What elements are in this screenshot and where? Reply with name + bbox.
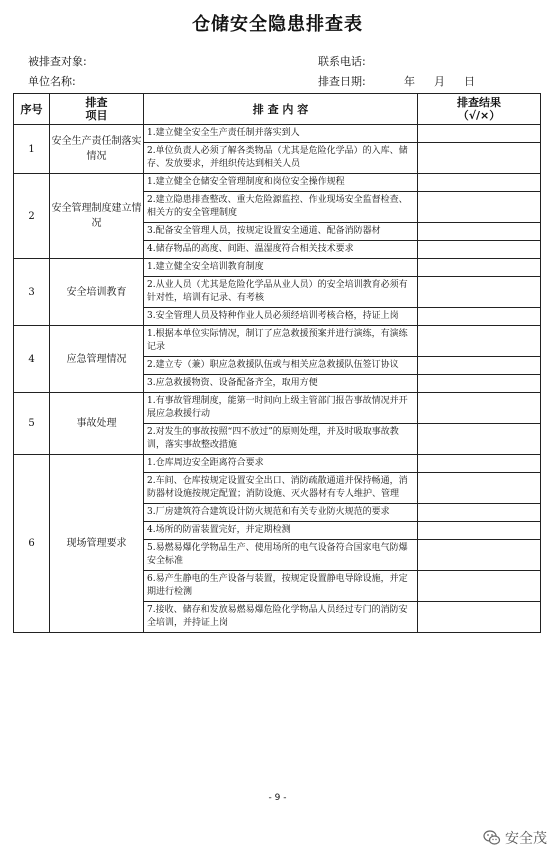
result-cell[interactable]	[418, 241, 540, 258]
table-row	[144, 602, 540, 632]
table-row	[144, 241, 540, 258]
item-text: 4.储存物品的高度、间距、温湿度符合相关技术要求	[144, 241, 418, 258]
table-header-row	[14, 94, 541, 125]
section-items	[144, 393, 541, 455]
result-cell[interactable]	[418, 308, 540, 325]
table-row	[144, 223, 540, 241]
result-cell[interactable]	[418, 357, 540, 374]
result-cell[interactable]	[418, 602, 540, 632]
table-row	[144, 522, 540, 540]
date-year: 年	[404, 75, 415, 88]
result-cell[interactable]	[418, 259, 540, 276]
table-row	[144, 326, 540, 357]
table-section	[14, 174, 541, 259]
result-cell[interactable]	[418, 455, 540, 472]
table-row	[144, 455, 540, 473]
item-text: 1.建立健全安全生产责任制并落实到人	[144, 125, 418, 142]
result-cell[interactable]	[418, 326, 540, 356]
table-section	[14, 393, 541, 455]
section-items	[144, 174, 541, 259]
header-content: 排 查 内 容	[144, 94, 418, 125]
result-cell[interactable]	[418, 143, 540, 173]
result-cell[interactable]	[418, 375, 540, 392]
date-month: 月	[434, 75, 445, 88]
table-row	[144, 125, 540, 143]
section-category: 事故处理	[50, 393, 144, 455]
watermark	[483, 828, 547, 848]
section-category: 现场管理要求	[50, 455, 144, 633]
date-day: 日	[464, 75, 475, 88]
table-row	[144, 259, 540, 277]
table-row	[144, 308, 540, 325]
header-item	[50, 94, 144, 125]
section-items	[144, 455, 541, 633]
unit-label: 单位名称:	[28, 75, 76, 88]
table-row	[144, 143, 540, 173]
result-cell[interactable]	[418, 424, 540, 454]
table-row	[144, 192, 540, 223]
item-text: 4.场所的防雷装置完好，并定期检测	[144, 522, 418, 539]
table-section	[14, 326, 541, 393]
section-items	[144, 326, 541, 393]
result-cell[interactable]	[418, 277, 540, 307]
item-text: 3.应急救援物资、设备配备齐全，取用方便	[144, 375, 418, 392]
section-category: 安全生产责任制落实情况	[50, 125, 144, 174]
wechat-icon	[483, 829, 501, 847]
item-text: 2.从业人员（尤其是危险化学品从业人员）的安全培训教育必须有针对性，培训有记录、有考核	[144, 277, 418, 307]
item-text: 2.建立专（兼）职应急救援队伍或与相关应急救援队伍签订协议	[144, 357, 418, 374]
table-row	[144, 393, 540, 424]
table-section	[14, 259, 541, 326]
header-no: 序号	[14, 94, 50, 125]
section-category: 应急管理情况	[50, 326, 144, 393]
result-cell[interactable]	[418, 504, 540, 521]
header-result-line2: （√/×）	[457, 109, 501, 122]
section-number: 1	[14, 125, 50, 174]
table-row	[144, 504, 540, 522]
phone-label: 联系电话:	[318, 55, 366, 68]
result-cell[interactable]	[418, 223, 540, 240]
table-row	[144, 375, 540, 392]
section-number: 4	[14, 326, 50, 393]
section-category: 安全管理制度建立情况	[50, 174, 144, 259]
target-label: 被排查对象:	[28, 55, 87, 68]
item-text: 6.易产生静电的生产设备与装置，按规定设置静电导除设施，并定期进行检测	[144, 571, 418, 601]
section-number: 5	[14, 393, 50, 455]
item-text: 2.建立隐患排查整改、重大危险源监控、作业现场安全监督检查、相关方的安全管理制度	[144, 192, 418, 222]
table-row	[144, 357, 540, 375]
table-section	[14, 125, 541, 174]
section-category: 安全培训教育	[50, 259, 144, 326]
result-cell[interactable]	[418, 540, 540, 570]
item-text: 1.建立健全仓储安全管理制度和岗位安全操作规程	[144, 174, 418, 191]
item-text: 7.接收、储存和发放易燃易爆危险化学物品人员经过专门的消防安全培训，并持证上岗	[144, 602, 418, 632]
header-item-line2: 项目	[85, 109, 108, 122]
item-text: 1.仓库周边安全距离符合要求	[144, 455, 418, 472]
result-cell[interactable]	[418, 125, 540, 142]
section-number: 6	[14, 455, 50, 633]
header-result	[418, 94, 541, 125]
page-number: - 9 -	[268, 793, 287, 803]
date-label: 排查日期:	[318, 75, 366, 88]
section-number: 2	[14, 174, 50, 259]
item-text: 1.根据本单位实际情况，制订了应急救援预案并进行演练，有演练记录	[144, 326, 418, 356]
item-text: 2.车间、仓库按规定设置安全出口、消防疏散通道并保持畅通，消防器材设施按规定配置；消防设施、灭火器材有专人维护、管理	[144, 473, 418, 503]
inspection-table	[13, 93, 541, 633]
section-items	[144, 125, 541, 174]
table-row	[144, 277, 540, 308]
section-number: 3	[14, 259, 50, 326]
table-row	[144, 540, 540, 571]
item-text: 1.有事故管理制度，能第一时间向上级主管部门报告事故情况并开展应急救援行动	[144, 393, 418, 423]
item-text: 3.配备安全管理人员，按规定设置安全通道、配备消防器材	[144, 223, 418, 240]
table-row	[144, 473, 540, 504]
item-text: 2.单位负责人必须了解各类物品（尤其是危险化学品）的入库、储存、发放要求，并组织传达到相关人员	[144, 143, 418, 173]
result-cell[interactable]	[418, 473, 540, 503]
item-text: 2.对发生的事故按照“四不放过”的原则处理，并及时吸取事故教训，落实事故整改措施	[144, 424, 418, 454]
result-cell[interactable]	[418, 174, 540, 191]
item-text: 5.易燃易爆化学物品生产、使用场所的电气设备符合国家电气防爆安全标准	[144, 540, 418, 570]
table-row	[144, 174, 540, 192]
result-cell[interactable]	[418, 522, 540, 539]
header-item-line1: 排查	[85, 96, 108, 109]
result-cell[interactable]	[418, 393, 540, 423]
section-items	[144, 259, 541, 326]
item-text: 3.厂房建筑符合建筑设计防火规范和有关专业防火规范的要求	[144, 504, 418, 521]
header-result-line1: 排查结果	[457, 96, 501, 109]
result-cell[interactable]	[418, 192, 540, 222]
page-title: 仓储安全隐患排查表	[192, 14, 363, 35]
result-cell[interactable]	[418, 571, 540, 601]
item-text: 1.建立健全安全培训教育制度	[144, 259, 418, 276]
table-row	[144, 571, 540, 602]
table-row	[144, 424, 540, 454]
item-text: 3.安全管理人员及特种作业人员必须经培训考核合格，持证上岗	[144, 308, 418, 325]
table-section	[14, 455, 541, 633]
watermark-text: 安全茂	[505, 831, 547, 847]
